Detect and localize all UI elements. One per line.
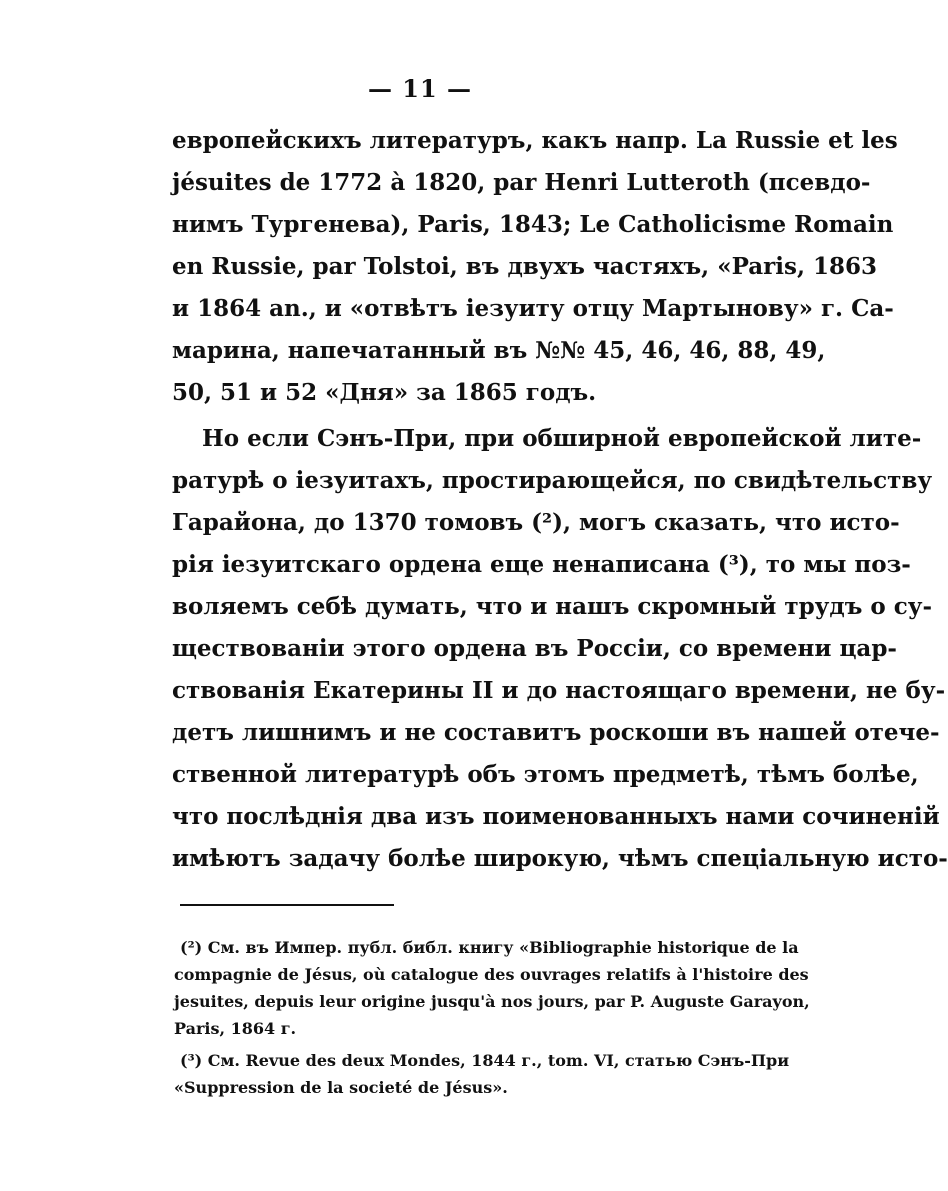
text-line: марина, напечатанный въ №№ 45, 46, 46, 88, 49, [172, 337, 826, 364]
text-line: что послѣднія два изъ поименованныхъ нами сочиненій [172, 803, 940, 830]
footnote-line: «Suppression de la societé de Jésus». [174, 1078, 508, 1097]
text-line: европейскихъ литературъ, какъ напр. La Russie et les [172, 127, 898, 154]
text-line: ственной литературѣ объ этомъ предметѣ, тѣмъ болѣе, [172, 761, 919, 788]
text-line: ществованіи этого ордена въ Россіи, со времени цар- [172, 635, 897, 662]
footnote-line: (³) См. Revue des deux Mondes, 1844 г., tom. VI, статью Сэнъ-При [180, 1051, 790, 1070]
footnote-3 [174, 1047, 790, 1101]
footnote-divider [180, 904, 394, 906]
paragraph-2 [172, 418, 948, 880]
text-line: и 1864 an., и «отвѣтъ іезуиту отцу Мартынову» г. Са- [172, 295, 894, 322]
text-line: ствованія Екатерины II и до настоящаго времени, не бу- [172, 677, 946, 704]
footnote-line: compagnie de Jésus, où catalogue des ouvrages relatifs à l'histoire des [174, 965, 809, 984]
page-number: — 11 — [367, 74, 473, 103]
text-line: Но если Сэнъ-При, при обширной европейской лите- [202, 425, 922, 452]
text-line: воляемъ себѣ думать, что и нашъ скромный трудъ о су- [172, 593, 932, 620]
text-line: en Russie, par Tolstoi, въ двухъ частяхъ, «Paris, 1863 [172, 253, 877, 280]
text-line: Гарайона, до 1370 томовъ (²), могъ сказать, что исто- [172, 509, 900, 536]
footnote-line: jesuites, depuis leur origine jusqu'à nos jours, par P. Auguste Garayon, [174, 992, 810, 1011]
text-line: 50, 51 и 52 «Дня» за 1865 годъ. [172, 379, 597, 406]
main-text [172, 120, 948, 880]
footnote-2 [174, 934, 810, 1042]
footnotes [174, 934, 810, 1101]
text-line: детъ лишнимъ и не составитъ роскоши въ нашей отече- [172, 719, 940, 746]
text-line: jésuites de 1772 à 1820, par Henri Lutteroth (псевдо- [172, 169, 871, 196]
paragraph-1 [172, 120, 898, 414]
text-line: имѣютъ задачу болѣе широкую, чѣмъ спеціальную исто- [172, 845, 948, 872]
text-line: нимъ Тургенева), Paris, 1843; Le Catholicisme Romain [172, 211, 894, 238]
footnote-line: (²) См. въ Импер. публ. библ. книгу «Bibliographie historique de la [180, 938, 799, 957]
footnote-line: Paris, 1864 г. [174, 1019, 297, 1038]
text-line: ратурѣ о іезуитахъ, простирающейся, по свидѣтельству [172, 467, 933, 494]
text-line: рія іезуитскаго ордена еще ненаписана (³), то мы поз- [172, 551, 911, 578]
